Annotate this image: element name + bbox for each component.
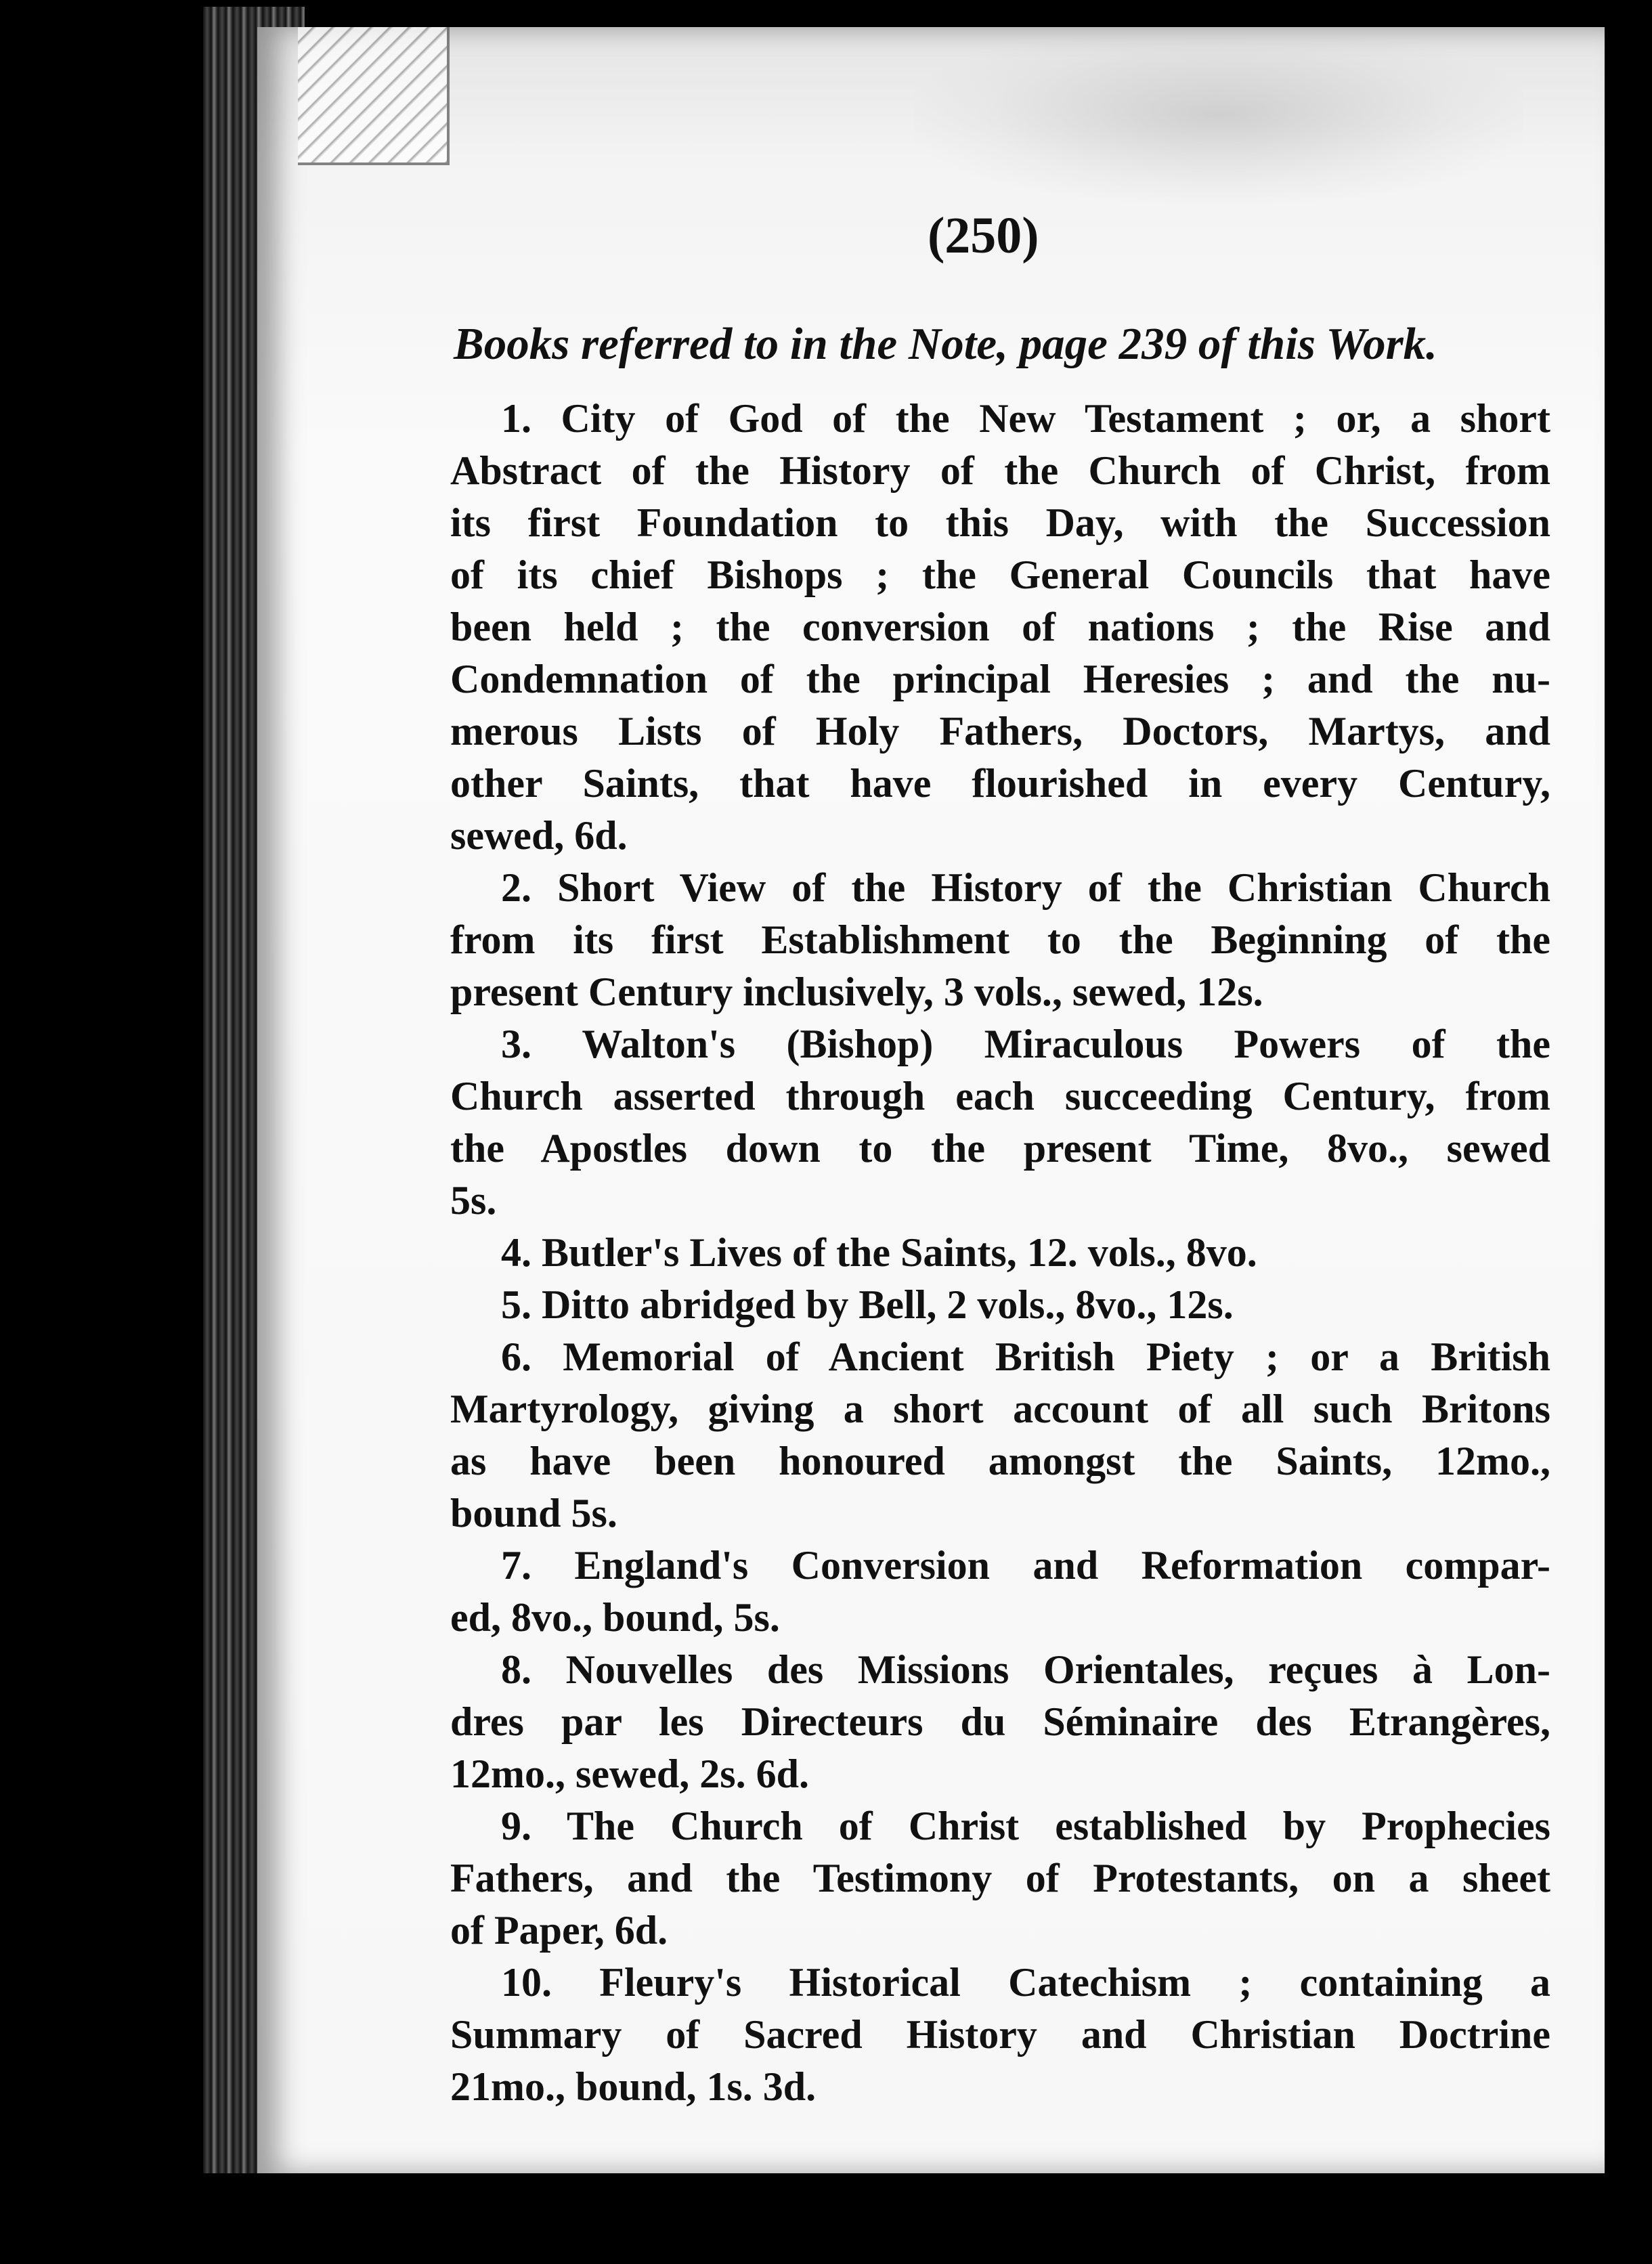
text-line: 12mo., sewed, 2s. 6d. [450, 1751, 810, 1796]
text-line: 9. The Church of Christ established by Prophecies [501, 1804, 1550, 1848]
text-line: 4. Butler's Lives of the Saints, 12. vols., 8vo. [501, 1230, 1257, 1275]
text-line: 6. Memorial of Ancient British Piety ; or a British [501, 1334, 1550, 1379]
text-line: of its chief Bishops ; the General Councils that have [450, 552, 1550, 597]
text-line: 7. England's Conversion and Reformation compar- [501, 1543, 1550, 1588]
text-line: Summary of Sacred History and Christian Doctrine [450, 2012, 1550, 2057]
text-line: ed, 8vo., bound, 5s. [450, 1595, 780, 1640]
text-line: 1. City of God of the New Testament ; or, a short [501, 396, 1550, 441]
section-heading: Books referred to in the Note, page 239 of this Work. [454, 319, 1437, 369]
text-line: 21mo., bound, 1s. 3d. [450, 2064, 817, 2109]
text-line: Church asserted through each succeeding Century, from [450, 1074, 1550, 1118]
text-line: merous Lists of Holy Fathers, Doctors, Martys, and [450, 709, 1550, 754]
text-line: 5s. [450, 1178, 497, 1223]
text-line: 10. Fleury's Historical Catechism ; containing a [501, 1960, 1550, 2005]
corner-fold [298, 27, 450, 165]
text-line: Condemnation of the principal Heresies ; and the nu- [450, 657, 1550, 701]
text-line: sewed, 6d. [450, 813, 628, 858]
text-line: other Saints, that have flourished in every Century, [450, 761, 1550, 806]
text-line: as have been honoured amongst the Saints, 12mo., [450, 1439, 1550, 1483]
text-line: from its first Establishment to the Beginning of the [450, 917, 1550, 962]
text-line: dres par les Directeurs du Séminaire des Etrangères, [450, 1699, 1550, 1744]
book-list [450, 393, 1550, 2113]
text-line: 5. Ditto abridged by Bell, 2 vols., 8vo., 12s. [501, 1282, 1234, 1327]
text-line: Abstract of the History of the Church of Christ, from [450, 448, 1550, 493]
text-line: Martyrology, giving a short account of all such Britons [450, 1387, 1550, 1431]
water-stain [914, 27, 1523, 203]
text-line: Fathers, and the Testimony of Protestants, on a sheet [450, 1856, 1550, 1900]
text-line: of Paper, 6d. [450, 1908, 668, 1953]
text-line: 3. Walton's (Bishop) Miraculous Powers of the [501, 1022, 1550, 1066]
text-line: the Apostles down to the present Time, 8vo., sewed [450, 1126, 1550, 1171]
text-line: been held ; the conversion of nations ; the Rise and [450, 605, 1550, 649]
text-line: 2. Short View of the History of the Christian Church [501, 865, 1550, 910]
page-number: (250) [928, 207, 1039, 264]
text-line: 8. Nouvelles des Missions Orientales, reçues à Lon- [501, 1647, 1550, 1692]
text-line: bound 5s. [450, 1491, 617, 1536]
text-line: its first Foundation to this Day, with the Succession [450, 500, 1550, 545]
text-line: present Century inclusively, 3 vols., sewed, 12s. [450, 970, 1263, 1014]
